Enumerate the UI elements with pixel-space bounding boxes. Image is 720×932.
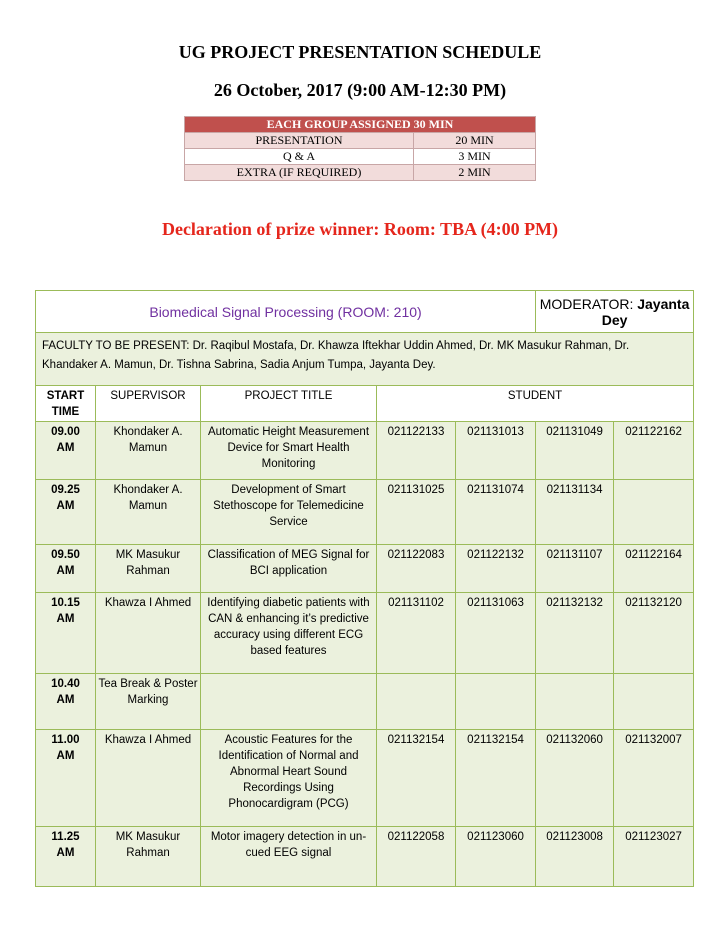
student-id: 021122164 [614, 545, 694, 593]
faculty-row [36, 333, 694, 386]
student-id: 021131134 [536, 480, 614, 545]
student-id: 021131049 [536, 422, 614, 480]
time-value: 09.00 [51, 426, 80, 438]
supervisor: MK Masukur Rahman [96, 545, 201, 593]
moderator-name: Jayanta Dey [601, 295, 690, 328]
timing-heading: EACH GROUP ASSIGNED 30 MIN [185, 117, 536, 133]
time-period: AM [56, 442, 75, 454]
student-id: 021122083 [377, 545, 456, 593]
schedule-row [36, 593, 694, 674]
student-id: 021132007 [614, 730, 694, 827]
time-period: AM [56, 694, 75, 706]
supervisor: Khawza I Ahmed [96, 730, 201, 827]
start-time [36, 422, 96, 480]
supervisor: MK Masukur Rahman [96, 827, 201, 887]
start-time [36, 593, 96, 674]
student-id: 021132060 [536, 730, 614, 827]
project-title [201, 674, 377, 730]
schedule-row [36, 827, 694, 887]
column-start-label: START [46, 390, 85, 402]
timing-row [185, 149, 536, 165]
student-id [614, 674, 694, 730]
timing-activity: EXTRA (IF REQUIRED) [185, 165, 414, 181]
time-value: 09.50 [51, 549, 80, 561]
page-title: UG PROJECT PRESENTATION SCHEDULE [178, 42, 542, 62]
timing-minutes: 3 MIN [414, 149, 536, 165]
student-id [536, 674, 614, 730]
time-period: AM [56, 750, 75, 762]
column-header-row [36, 386, 694, 422]
moderator-label: MODERATOR: [539, 295, 638, 312]
column-student: STUDENT [377, 386, 694, 422]
timing-row [185, 165, 536, 181]
student-id: 021131063 [456, 593, 536, 674]
schedule-row-break [36, 674, 694, 730]
column-supervisor: SUPERVISOR [96, 386, 201, 422]
column-project-title: PROJECT TITLE [201, 386, 377, 422]
timing-table [184, 116, 536, 181]
column-start-time [36, 386, 96, 422]
student-id: 021132132 [536, 593, 614, 674]
start-time [36, 674, 96, 730]
student-id: 021122133 [377, 422, 456, 480]
start-time [36, 480, 96, 545]
time-period: AM [56, 847, 75, 859]
time-value: 10.15 [51, 597, 80, 609]
break-label: Tea Break & Poster Marking [96, 674, 201, 730]
time-value: 11.25 [51, 831, 80, 843]
supervisor: Khondaker A. Mamun [96, 480, 201, 545]
schedule-row [36, 545, 694, 593]
student-id: 021132154 [456, 730, 536, 827]
time-period: AM [56, 613, 75, 625]
student-id [614, 480, 694, 545]
time-period: AM [56, 565, 75, 577]
student-id: 021123027 [614, 827, 694, 887]
student-id: 021131025 [377, 480, 456, 545]
start-time [36, 730, 96, 827]
start-time [36, 545, 96, 593]
timing-minutes: 2 MIN [414, 165, 536, 181]
faculty-list: FACULTY TO BE PRESENT: Dr. Raqibul Mostafa, Dr. Khawza Iftekhar Uddin Ahmed, Dr. MK Masukur Rahman, Dr. Khandaker A. Mamun, Dr. Tishna Sabrina, Sadia Anjum Tumpa, Jayanta Dey. [36, 333, 694, 386]
timing-activity: Q & A [185, 149, 414, 165]
schedule-table [35, 290, 694, 887]
schedule-row [36, 730, 694, 827]
student-id: 021123008 [536, 827, 614, 887]
student-id: 021122162 [614, 422, 694, 480]
column-time-label: TIME [51, 406, 80, 418]
time-value: 11.00 [51, 734, 80, 746]
student-id: 021123060 [456, 827, 536, 887]
student-id: 021132120 [614, 593, 694, 674]
supervisor: Khondaker A. Mamun [96, 422, 201, 480]
timing-header-row [185, 117, 536, 133]
supervisor: Khawza I Ahmed [96, 593, 201, 674]
page-subtitle: 26 October, 2017 (9:00 AM-12:30 PM) [213, 80, 507, 100]
student-id: 021131013 [456, 422, 536, 480]
student-id: 021131074 [456, 480, 536, 545]
start-time [36, 827, 96, 887]
student-id: 021131102 [377, 593, 456, 674]
project-title: Automatic Height Measurement Device for Smart Health Monitoring [201, 422, 377, 480]
moderator [536, 291, 694, 333]
student-id: 021122132 [456, 545, 536, 593]
timing-activity: PRESENTATION [185, 133, 414, 149]
project-title: Acoustic Features for the Identification of Normal and Abnormal Heart Sound Recordings Using Phonocardigram (PCG) [201, 730, 377, 827]
track-title: Biomedical Signal Processing (ROOM: 210) [36, 291, 536, 333]
project-title: Development of Smart Stethoscope for Telemedicine Service [201, 480, 377, 545]
time-value: 10.40 [51, 678, 80, 690]
student-id [456, 674, 536, 730]
student-id: 021122058 [377, 827, 456, 887]
time-period: AM [56, 500, 75, 512]
project-title: Motor imagery detection in un-cued EEG signal [201, 827, 377, 887]
student-id: 021132154 [377, 730, 456, 827]
project-title: Identifying diabetic patients with CAN & enhancing it’s predictive accuracy using different ECG based features [201, 593, 377, 674]
prize-announcement: Declaration of prize winner: Room: TBA (4:00 PM) [161, 219, 559, 239]
timing-row [185, 133, 536, 149]
timing-minutes: 20 MIN [414, 133, 536, 149]
session-header-row [36, 291, 694, 333]
time-value: 09.25 [51, 484, 80, 496]
student-id: 021131107 [536, 545, 614, 593]
schedule-row [36, 422, 694, 480]
project-title: Classification of MEG Signal for BCI application [201, 545, 377, 593]
student-id [377, 674, 456, 730]
schedule-row [36, 480, 694, 545]
